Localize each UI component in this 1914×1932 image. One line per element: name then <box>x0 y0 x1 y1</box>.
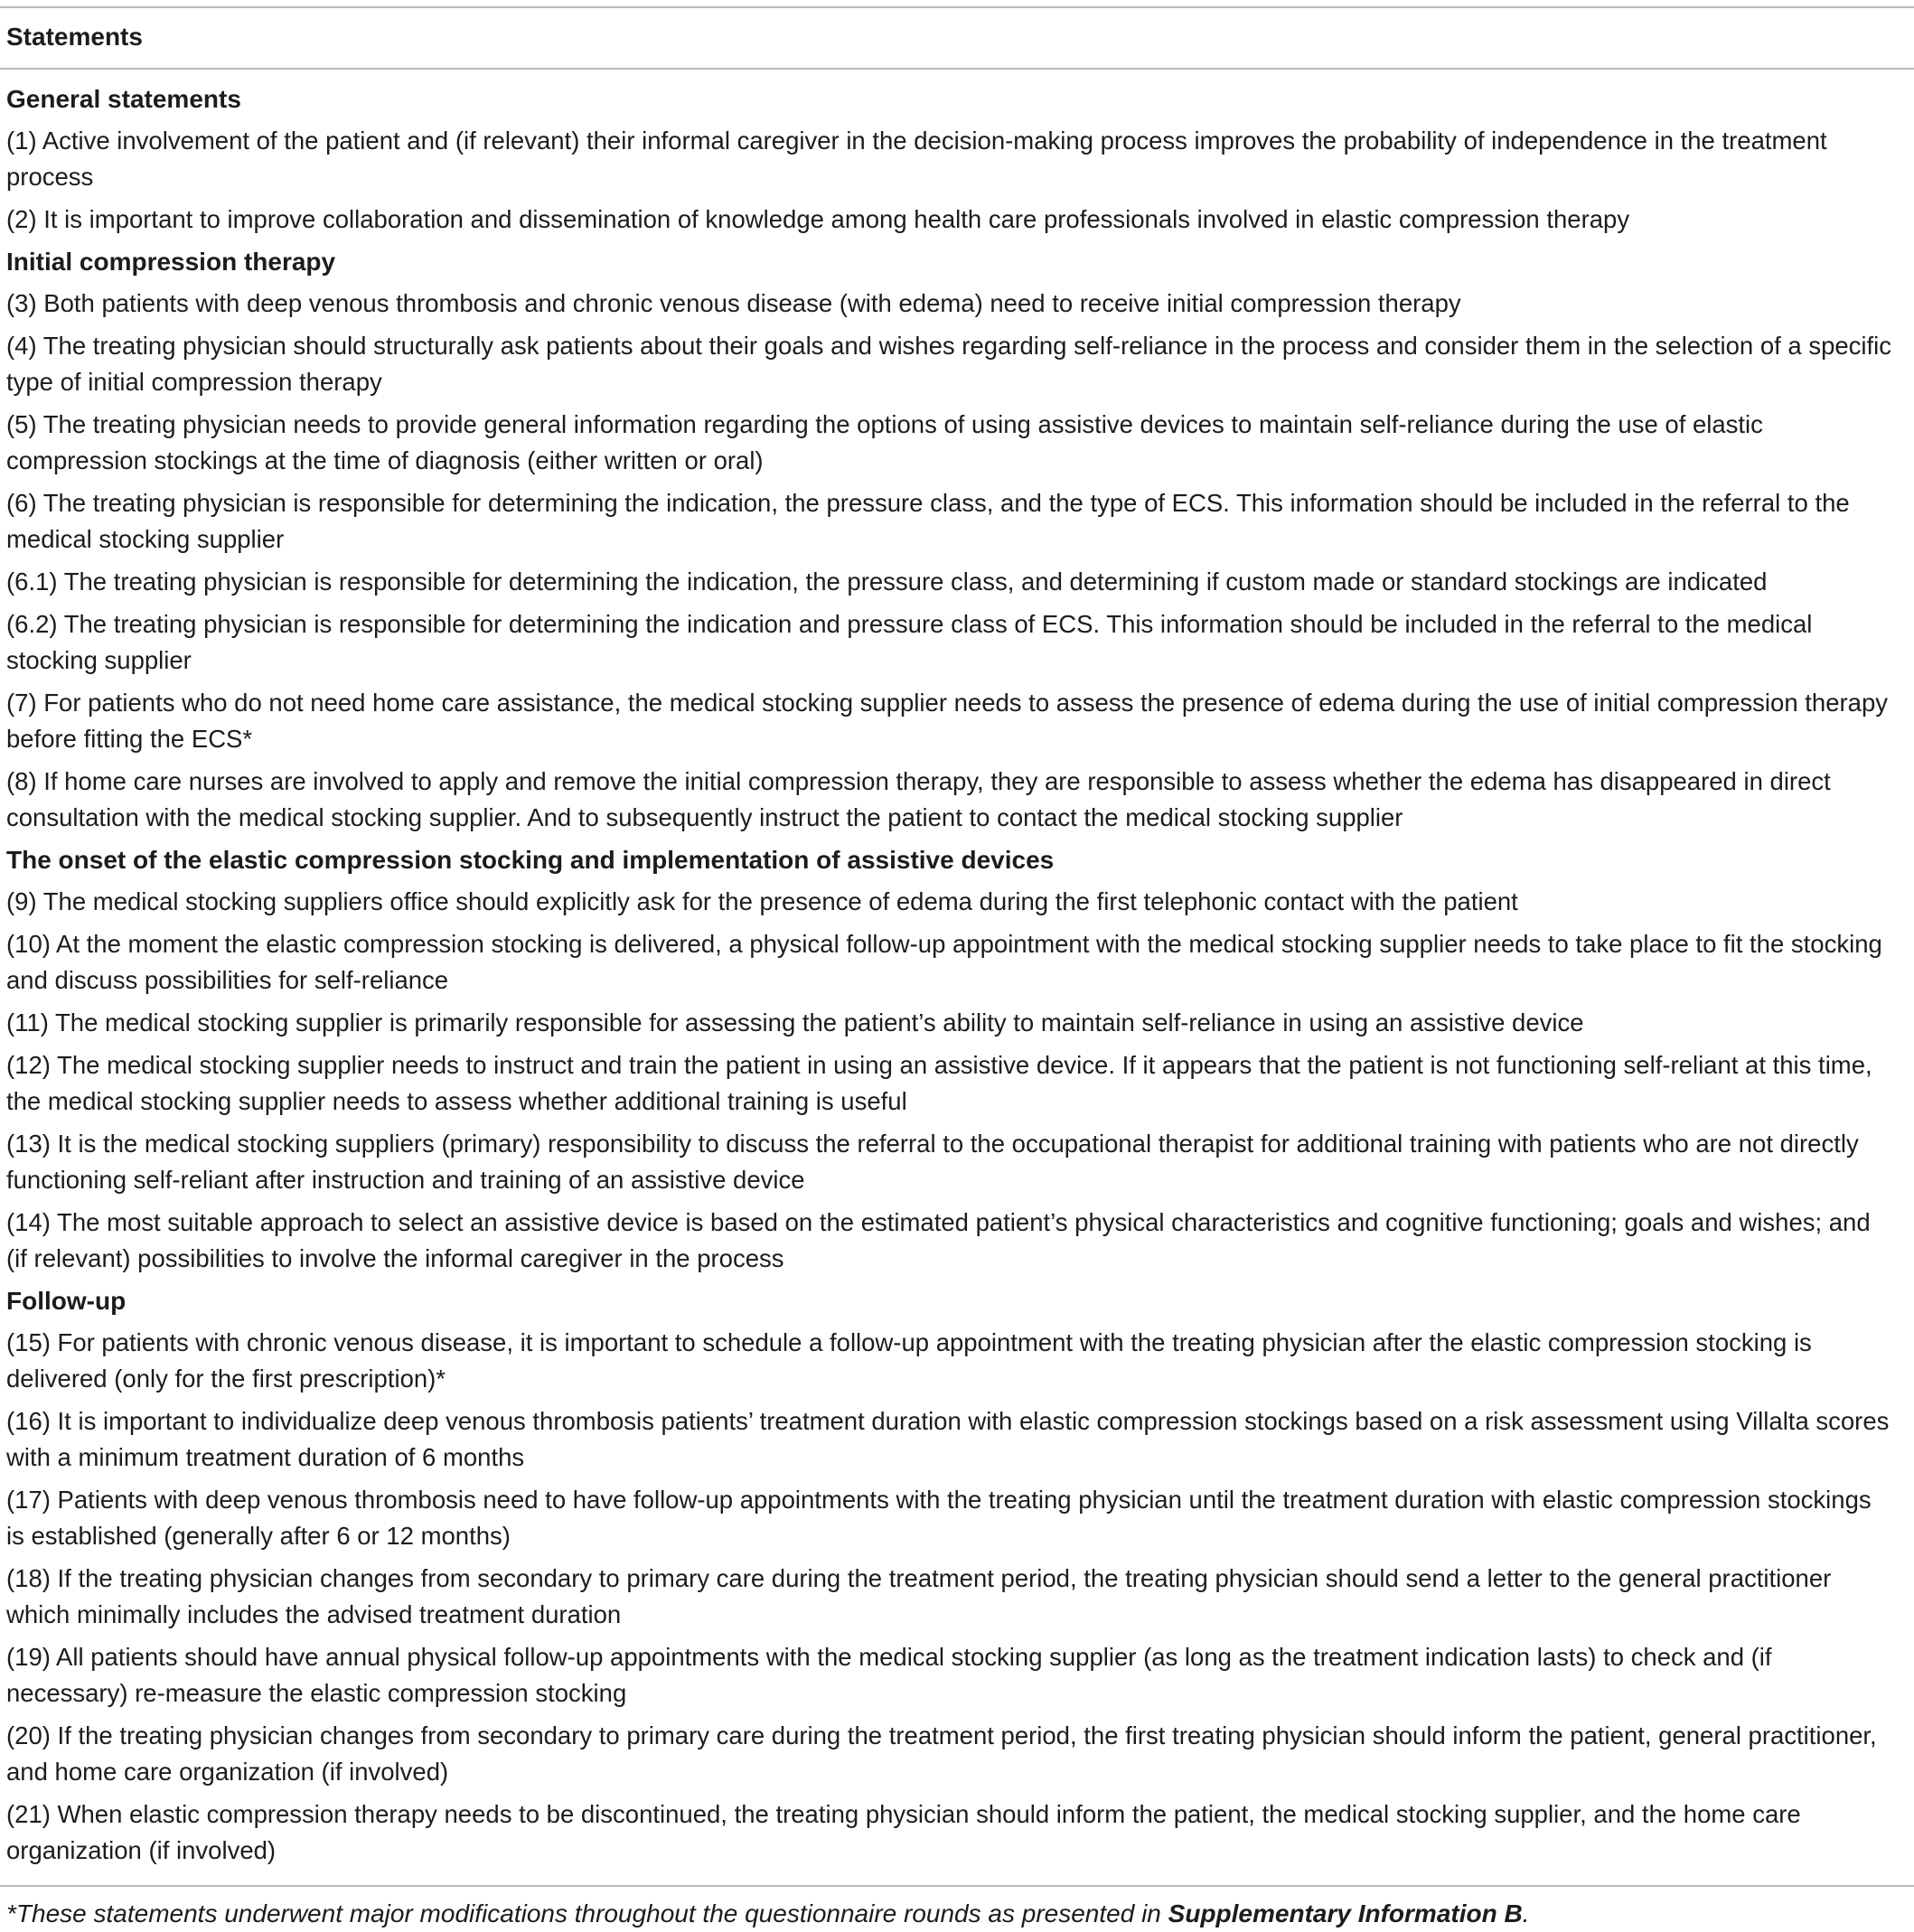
supplementary-info-reference[interactable]: Supplementary Information B <box>1168 1899 1523 1927</box>
statement-row: (15) For patients with chronic venous disease, it is important to schedule a follow-up appointment with the treating physician after the elastic compression stocking is delivered (only for the first prescription)* <box>6 1328 1812 1393</box>
table-header-rule <box>0 68 1914 70</box>
statement-row: (1) Active involvement of the patient and (if relevant) their informal caregiver in the decision-making process improves the probability of independence in the treatment process <box>6 127 1827 191</box>
statement-row: (17) Patients with deep venous thrombosis need to have follow-up appointments with the treating physician until the treatment duration with elastic compression stockings is established (generally after 6 or 12 months) <box>6 1486 1872 1550</box>
statement-row: (6.2) The treating physician is responsible for determining the indication and pressure class of ECS. This information should be included in the referral to the medical stocking supplier <box>6 610 1813 674</box>
table-footnote <box>6 1896 1529 1932</box>
table-header: Statements <box>6 23 143 51</box>
statement-row: (11) The medical stocking supplier is primarily responsible for assessing the patient’s ability to maintain self-reliance in using an assistive device <box>6 1008 1584 1036</box>
statement-row: (10) At the moment the elastic compression stocking is delivered, a physical follow-up appointment with the medical stocking supplier needs to take place to fit the stocking and discuss possibilities for self-reliance <box>6 930 1882 994</box>
statement-row: (21) When elastic compression therapy needs to be discontinued, the treating physician should inform the patient, the medical stocking supplier, and the home care organization (if involved) <box>6 1800 1801 1864</box>
table-body <box>6 81 1895 1875</box>
section-title: General statements <box>6 85 241 113</box>
statement-row: (9) The medical stocking suppliers office should explicitly ask for the presence of edema during the first telephonic contact with the patient <box>6 887 1518 915</box>
section-title: Follow-up <box>6 1287 127 1315</box>
section-title: Initial compression therapy <box>6 248 336 276</box>
table-bottom-rule <box>0 1885 1914 1887</box>
footnote-end: . <box>1522 1899 1530 1927</box>
statement-row: (7) For patients who do not need home care assistance, the medical stocking supplier needs to assess the presence of edema during the use of initial compression therapy before fitting the ECS* <box>6 689 1888 753</box>
section-title: The onset of the elastic compression stocking and implementation of assistive devices <box>6 846 1055 874</box>
statement-row: (4) The treating physician should structurally ask patients about their goals and wishes regarding self-reliance in the process and consider them in the selection of a specific type of initial compression therapy <box>6 332 1892 396</box>
statement-row: (5) The treating physician needs to provide general information regarding the options of using assistive devices to maintain self-reliance during the use of elastic compression stockings at the time of diagnosis (either written or oral) <box>6 410 1763 474</box>
statement-row: (20) If the treating physician changes from secondary to primary care during the treatment period, the first treating physician should inform the patient, general practitioner, and home care organization (if involved) <box>6 1721 1877 1786</box>
statement-row: (2) It is important to improve collaboration and dissemination of knowledge among health care professionals involved in elastic compression therapy <box>6 205 1630 233</box>
statement-row: (3) Both patients with deep venous thrombosis and chronic venous disease (with edema) need to receive initial compression therapy <box>6 289 1461 317</box>
statement-row: (6.1) The treating physician is responsible for determining the indication, the pressure class, and determining if custom made or standard stockings are indicated <box>6 567 1768 596</box>
statement-row: (16) It is important to individualize deep venous thrombosis patients’ treatment duration with elastic compression stockings based on a risk assessment using Villalta scores with a minimum treatment duration of 6 months <box>6 1407 1890 1471</box>
statement-row: (13) It is the medical stocking suppliers (primary) responsibility to discuss the referral to the occupational therapist for additional training with patients who are not directly functioning self-reliant after instruction and training of an assistive device <box>6 1130 1859 1194</box>
statement-row: (8) If home care nurses are involved to apply and remove the initial compression therapy, they are responsible to assess whether the edema has disappeared in direct consultation with the medical stocking supplier. And to subsequently instruct the patient to contact the medical stocking supplier <box>6 767 1831 831</box>
statement-row: (14) The most suitable approach to select an assistive device is based on the estimated patient’s physical characteristics and cognitive functioning; goals and wishes; and (if relevant) possibilities to involve the informal caregiver in the process <box>6 1208 1871 1272</box>
table-top-rule <box>0 6 1914 8</box>
statement-row: (6) The treating physician is responsible for determining the indication, the pressure class, and the type of ECS. This information should be included in the referral to the medical stocking supplier <box>6 489 1850 553</box>
statement-row: (12) The medical stocking supplier needs to instruct and train the patient in using an assistive device. If it appears that the patient is not functioning self-reliant at this time, the medical stocking supplier needs to assess whether additional training is useful <box>6 1051 1872 1115</box>
footnote-text: *These statements underwent major modifications throughout the questionnaire rounds as presented in <box>6 1899 1168 1927</box>
statement-row: (18) If the treating physician changes from secondary to primary care during the treatment period, the treating physician should send a letter to the general practitioner which minimally includes the advised treatment duration <box>6 1564 1832 1628</box>
statement-row: (19) All patients should have annual physical follow-up appointments with the medical stocking supplier (as long as the treatment indication lasts) to check and (if necessary) re-measure the elastic compression stocking <box>6 1643 1772 1707</box>
